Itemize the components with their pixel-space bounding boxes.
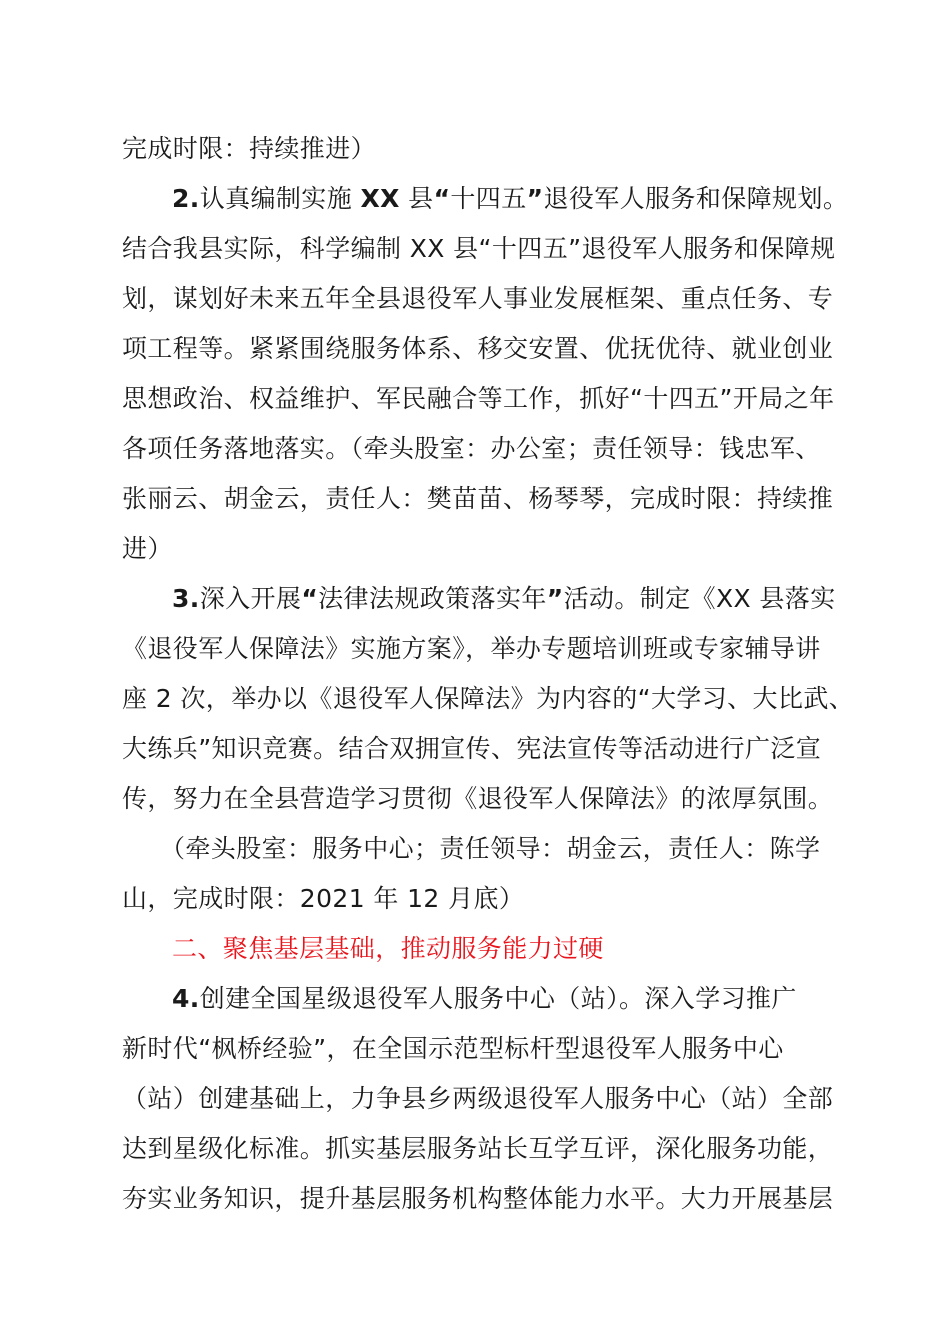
text-line: 《退役军人保障法》实施方案》，举办专题培训班或专家辅导讲: [122, 634, 821, 663]
item-text: 深入开展: [199, 584, 302, 613]
item-text: 认真编制实施: [199, 184, 361, 213]
text-line: 山，完成时限：2021 年 12 月底）: [122, 884, 525, 913]
section-heading: 二、聚焦基层基础，推动服务能力过硬: [172, 934, 604, 963]
text-line: 完成时限：持续推进）: [122, 134, 377, 163]
text-line: 思想政治、权益维护、军民融合等工作，抓好“十四五”开局之年: [122, 384, 835, 413]
text-line: （站）创建基础上，力争县乡两级退役军人服务中心（站）全部: [122, 1084, 834, 1113]
text-line: 各项任务落地落实。（牵头股室：办公室；责任领导：钱忠军、: [122, 434, 821, 463]
text-line: 进）: [122, 534, 173, 563]
text-line: 大练兵”知识竞赛。结合双拥宣传、宪法宣传等活动进行广泛宣: [122, 734, 822, 763]
item-2-heading: [172, 184, 848, 214]
text-line: 传，努力在全县营造学习贯彻《退役军人保障法》的浓厚氛围。: [122, 784, 834, 813]
item-text: 创建全国星级退役军人服务中心（站）。深入学习推广: [199, 984, 797, 1013]
item-3-heading: [172, 584, 836, 614]
item-text: XX: [360, 184, 400, 213]
item-text: 活动。制定《XX 县落实: [563, 584, 836, 613]
text-line: 座 2 次，举办以《退役军人保障法》为内容的“大学习、大比武、: [122, 684, 855, 713]
item-number: 3.: [172, 584, 200, 613]
text-line: 项工程等。紧紧围绕服务体系、移交安置、优抚优待、就业创业: [122, 334, 834, 363]
item-4-heading: [172, 984, 797, 1014]
item-text: ”: [546, 584, 564, 613]
item-text: “: [433, 184, 451, 213]
item-number: 4.: [172, 984, 200, 1013]
item-number: 2.: [172, 184, 200, 213]
text-line: 划，谋划好未来五年全县退役军人事业发展框架、重点任务、专: [122, 284, 834, 313]
item-text: 法律法规政策落实年: [318, 584, 547, 613]
text-line: 夯实业务知识，提升基层服务机构整体能力水平。大力开展基层: [122, 1184, 834, 1213]
text-line: 结合我县实际，科学编制 XX 县“十四五”退役军人服务和保障规: [122, 234, 836, 263]
text-line: 新时代“枫桥经验”，在全国示范型标杆型退役军人服务中心: [122, 1034, 784, 1063]
text-line: 张丽云、胡金云，责任人：樊苗苗、杨琴琴，完成时限：持续推: [122, 484, 834, 513]
item-text: “: [301, 584, 319, 613]
item-text: ”: [526, 184, 544, 213]
item-text: 十四五: [450, 184, 527, 213]
item-text: 县: [399, 184, 434, 213]
text-line: （牵头股室：服务中心；责任领导：胡金云，责任人：陈学: [160, 834, 821, 863]
item-text: 退役军人服务和保障规划。: [543, 184, 849, 213]
text-line: 达到星级化标准。抓实基层服务站长互学互评，深化服务功能，: [122, 1134, 834, 1163]
